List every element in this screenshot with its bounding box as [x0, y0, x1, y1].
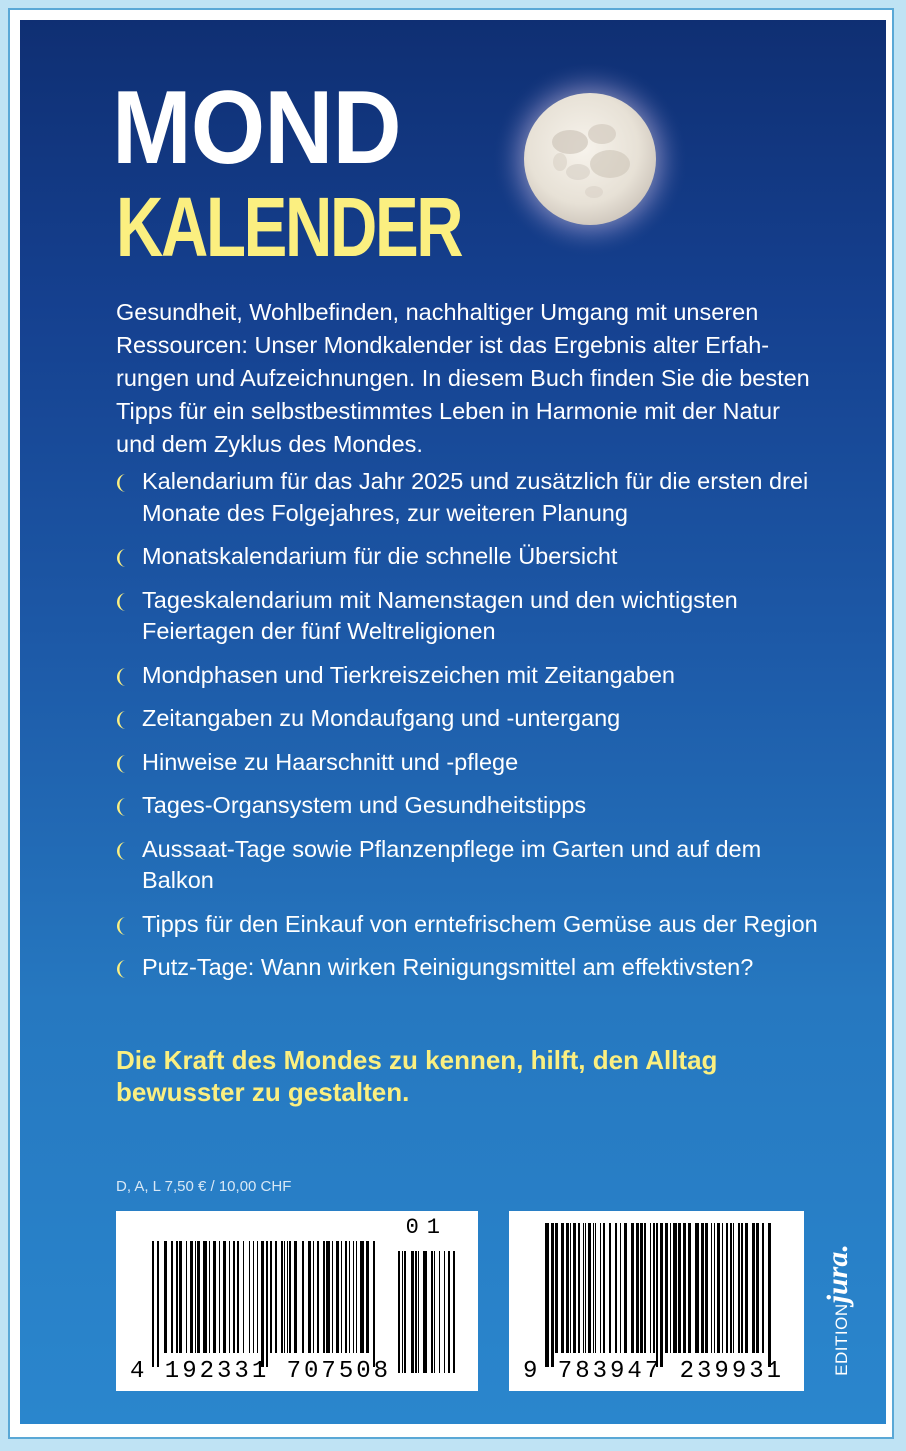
barcode-bar: [356, 1241, 357, 1353]
barcode-bar: [223, 1241, 226, 1353]
barcode-bar: [313, 1241, 314, 1353]
barcode-bar: [179, 1241, 182, 1353]
barcode-addon-digits: 01: [405, 1215, 448, 1240]
barcode-bar: [164, 1241, 167, 1353]
barcode-bar: [609, 1223, 611, 1353]
barcode-bar: [332, 1241, 333, 1353]
barcode-bar: [415, 1251, 417, 1373]
barcode-bar: [171, 1241, 173, 1353]
feature-text: Tages-Organsystem und Gesundheitstipps: [142, 792, 587, 818]
feature-text: Tipps für den Einkauf von erntefrischem Gemüse aus der Region: [142, 910, 818, 937]
barcode-bar: [284, 1241, 285, 1353]
barcode-bar: [600, 1223, 601, 1353]
barcode-bar: [644, 1223, 646, 1353]
barcode-bar: [636, 1223, 639, 1353]
barcode-bar: [302, 1241, 304, 1353]
barcode-bar: [261, 1241, 264, 1367]
barcode-bar: [249, 1241, 250, 1353]
feature-text: Monatskalendarium für die schnelle Übersicht: [142, 543, 618, 569]
feature-item: [116, 790, 836, 822]
feature-text: Aussaat-Tage sowie Pflanzenpflege im Garten und auf dem Balkon: [142, 835, 762, 893]
feature-text: Hinweise zu Haarschnitt und -pflege: [142, 748, 519, 775]
barcode-bar: [656, 1223, 658, 1367]
barcode-bar: [688, 1223, 691, 1353]
barcode-bar: [583, 1223, 584, 1353]
barcode-bar: [585, 1223, 586, 1353]
feature-item: [116, 660, 836, 692]
barcode-bar: [266, 1241, 268, 1367]
barcode-bar: [366, 1241, 369, 1353]
feature-item: [116, 541, 836, 573]
barcode-bar: [624, 1223, 627, 1353]
barcode-bar: [555, 1223, 558, 1353]
barcode-bar: [190, 1241, 193, 1353]
barcode-bar: [578, 1223, 580, 1353]
crescent-moon-icon: [116, 917, 130, 935]
barcode-bar: [650, 1223, 651, 1353]
barcode-bar: [741, 1223, 743, 1353]
barcode-bar: [762, 1223, 764, 1353]
barcode-bar: [714, 1223, 715, 1353]
feature-item: [116, 747, 836, 779]
barcode-bar: [233, 1241, 235, 1353]
feature-item: [116, 909, 836, 941]
barcode-bar: [733, 1223, 734, 1353]
barcode-bar: [752, 1223, 755, 1353]
barcode-bar: [341, 1241, 342, 1353]
back-cover: [20, 20, 886, 1424]
barcode-bar: [203, 1241, 207, 1353]
barcode-bar: [219, 1241, 220, 1353]
barcode-bar: [326, 1241, 330, 1353]
crescent-moon-icon: [116, 474, 130, 492]
barcode-bar: [213, 1241, 216, 1353]
barcode-bar: [756, 1223, 759, 1353]
barcode-bar: [673, 1223, 677, 1353]
barcode-bar: [317, 1241, 319, 1353]
price-label: D, A, L 7,50 € / 10,00 CHF: [116, 1178, 292, 1195]
crescent-moon-icon: [116, 798, 130, 816]
barcode-bar: [308, 1241, 311, 1353]
barcode-bar: [603, 1223, 605, 1353]
barcode-bar: [615, 1223, 617, 1353]
barcode-bar: [434, 1251, 435, 1373]
barcode-bar: [186, 1241, 187, 1353]
barcode-bar: [561, 1223, 564, 1353]
barcode-bar: [768, 1223, 771, 1367]
barcode-bar: [573, 1223, 576, 1353]
barcode-bar: [345, 1241, 347, 1353]
barcode-bar: [398, 1251, 400, 1373]
barcode-bar: [701, 1223, 704, 1353]
barcode-bar: [336, 1241, 339, 1353]
barcode-bar: [281, 1241, 283, 1353]
feature-item: [116, 952, 836, 984]
barcode-bar: [423, 1251, 427, 1373]
barcode-bar: [275, 1241, 277, 1353]
feature-list: [116, 466, 836, 996]
barcode-bar: [705, 1223, 708, 1353]
barcode-bar: [711, 1223, 712, 1353]
barcode-bar: [353, 1241, 354, 1353]
barcode-bar: [243, 1241, 244, 1353]
feature-text: Zeitangaben zu Mondaufgang und -untergang: [142, 705, 621, 731]
feature-item: [116, 834, 836, 897]
barcode-bar: [545, 1223, 549, 1367]
crescent-moon-icon: [116, 755, 130, 773]
barcode-digits: 4 192331 707508: [130, 1358, 392, 1385]
feature-text: Kalendarium für das Jahr 2025 und zusätzlich für die ersten drei Monate des Folgejahres, zur weiteren Planung: [142, 468, 809, 526]
barcode-bar: [253, 1241, 254, 1353]
barcode-bar: [726, 1223, 728, 1353]
crescent-moon-icon: [116, 960, 130, 978]
barcode-bar: [631, 1223, 634, 1353]
barcode-bar: [453, 1251, 455, 1373]
barcode-bar: [448, 1251, 450, 1373]
barcode-bar: [717, 1223, 720, 1353]
barcode-bar: [660, 1223, 663, 1367]
feature-item: [116, 466, 836, 529]
barcode-bar: [237, 1241, 239, 1353]
barcode-bar: [289, 1241, 291, 1353]
barcode-bar: [678, 1223, 681, 1353]
crescent-moon-icon: [116, 549, 130, 567]
barcode-bar: [620, 1223, 621, 1353]
barcode-bar: [195, 1241, 196, 1353]
feature-text: Tageskalendarium mit Namenstagen und den wichtigsten Feiertagen der fünf Weltreligionen: [142, 586, 738, 644]
barcode-bar: [360, 1241, 364, 1353]
barcode-bar: [404, 1251, 406, 1373]
barcode-issn: [116, 1211, 478, 1391]
slogan: Die Kraft des Mondes zu kennen, hilft, den Alltag bewusster zu gestalten.: [116, 1045, 718, 1107]
barcode-bar: [551, 1223, 554, 1367]
barcode-bar: [411, 1251, 414, 1373]
barcode-bar: [152, 1241, 154, 1367]
barcode-bar: [653, 1223, 655, 1353]
barcode-bar: [349, 1241, 350, 1353]
crescent-moon-icon: [116, 668, 130, 686]
barcode-bar: [593, 1223, 594, 1353]
barcode-bar: [431, 1251, 433, 1373]
publisher-prefix: EDITION: [832, 1303, 851, 1376]
crescent-moon-icon: [116, 842, 130, 860]
barcode-bar: [722, 1223, 723, 1353]
barcode-bar: [294, 1241, 297, 1353]
full-moon-icon: [490, 64, 690, 264]
barcode-bar: [695, 1223, 699, 1353]
barcode-bar: [588, 1223, 591, 1353]
barcode-bar: [566, 1223, 569, 1353]
crescent-moon-icon: [116, 711, 130, 729]
barcode-bar: [640, 1223, 643, 1353]
barcode-digits: 9 783947 239931: [523, 1358, 785, 1385]
barcode-bar: [439, 1251, 440, 1373]
feature-item: [116, 703, 836, 735]
barcode-bar: [176, 1241, 178, 1353]
barcode-bar: [197, 1241, 200, 1353]
barcode-bar: [670, 1223, 671, 1353]
barcode-bar: [418, 1251, 419, 1373]
feature-text: Mondphasen und Tierkreiszeichen mit Zeitangaben: [142, 661, 675, 688]
barcode-bar: [683, 1223, 686, 1353]
barcode-bar: [665, 1223, 668, 1353]
barcode-bar: [570, 1223, 571, 1353]
publisher-name: jura.: [821, 1244, 854, 1304]
title-kalender: KALENDER: [116, 180, 462, 274]
barcode-bar: [323, 1241, 325, 1353]
barcode-bar: [270, 1241, 272, 1353]
title-mond: MOND: [112, 70, 401, 186]
publisher-logo: [818, 1210, 858, 1410]
barcode-bar: [287, 1241, 288, 1353]
barcode-bar: [444, 1251, 445, 1373]
barcode-bar: [373, 1241, 375, 1367]
barcode-bar: [157, 1241, 159, 1367]
barcode-bar: [402, 1251, 403, 1373]
barcode-bar: [745, 1223, 748, 1353]
crescent-moon-icon: [116, 593, 130, 611]
barcode-bar: [209, 1241, 210, 1353]
barcode-bar: [738, 1223, 740, 1353]
barcode-bar: [595, 1223, 596, 1353]
feature-item: [116, 585, 836, 648]
barcode-bar: [730, 1223, 732, 1353]
barcode-bar: [229, 1241, 230, 1353]
barcode-isbn: [509, 1211, 804, 1391]
feature-text: Putz-Tage: Wann wirken Reinigungsmittel am effektivsten?: [142, 954, 754, 980]
barcode-bar: [257, 1241, 258, 1353]
intro-text: Gesundheit, Wohlbefinden, nachhaltiger Umgang mit unseren Ressourcen: Unser Mondkalender ist das Ergebnis alter Erfahrungen und Aufzeichnungen. In diesem Buch finden Sie die besten Tipps für ein selbstbestimmtes Leben in Harmonie mit der Natur und dem Zyklus des Mondes.: [116, 299, 810, 457]
